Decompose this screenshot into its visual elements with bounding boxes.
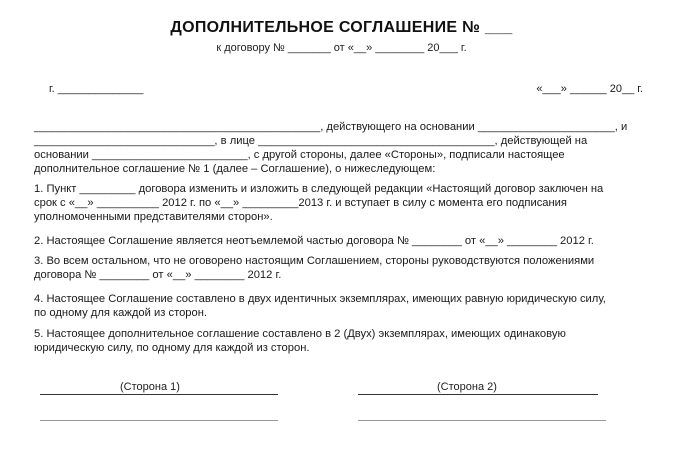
- clause-line: 2. Настоящее Соглашение является неотъемлемой частью договора № ________ от «__» ________ 2012 г.: [34, 235, 594, 247]
- signature-underline: [358, 420, 606, 421]
- signature-line: [40, 394, 278, 395]
- clause-line: юридическую силу, по одному для каждой из сторон.: [34, 342, 310, 354]
- date-field: «___» ______ 20__ г.: [536, 83, 643, 95]
- place-field: г. ______________: [49, 83, 144, 95]
- clause-line: 1. Пункт _________ договора изменить и изложить в следующей редакции «Настоящий договор заключен на: [34, 183, 604, 195]
- preamble-line: ______________________________________________, действующего на основании ______________________, и: [34, 121, 628, 133]
- preamble-line: _____________________________, в лице ______________________________________, действующей на: [34, 135, 588, 147]
- clause-line: по одному для каждой из сторон.: [34, 307, 208, 319]
- document-title: ДОПОЛНИТЕЛЬНОЕ СОГЛАШЕНИЕ № ___: [170, 19, 513, 36]
- clause-line: договора № ________ от «__» ________ 2012 г.: [34, 269, 282, 281]
- clause-line: срок с «__» __________ 2012 г. по «__» _________2013 г. и вступает в силу с момента его подписания: [34, 197, 567, 209]
- party-2-label: (Сторона 2): [437, 381, 497, 393]
- signature-line: [358, 394, 598, 395]
- signature-underline: [40, 420, 278, 421]
- preamble-line: дополнительное соглашение № 1 (далее – Соглашение), о нижеследующем:: [34, 163, 436, 175]
- clause-line: уполномоченными представителями сторон».: [34, 211, 273, 223]
- document-subtitle: к договору № _______ от «__» ________ 20___ г.: [216, 42, 467, 54]
- clause-line: 3. Во всем остальном, что не оговорено настоящим Соглашением, стороны руководствуются положениями: [34, 255, 595, 267]
- party-1-label: (Сторона 1): [120, 381, 180, 393]
- clause-line: 4. Настоящее Соглашение составлено в двух идентичных экземплярах, имеющих равную юридическую силу,: [34, 293, 606, 305]
- clause-line: 5. Настоящее дополнительное соглашение составлено в 2 (Двух) экземплярах, имеющих одинаковую: [34, 328, 566, 340]
- preamble-line: основании _________________________, с другой стороны, далее «Стороны», подписали настоящее: [34, 149, 565, 161]
